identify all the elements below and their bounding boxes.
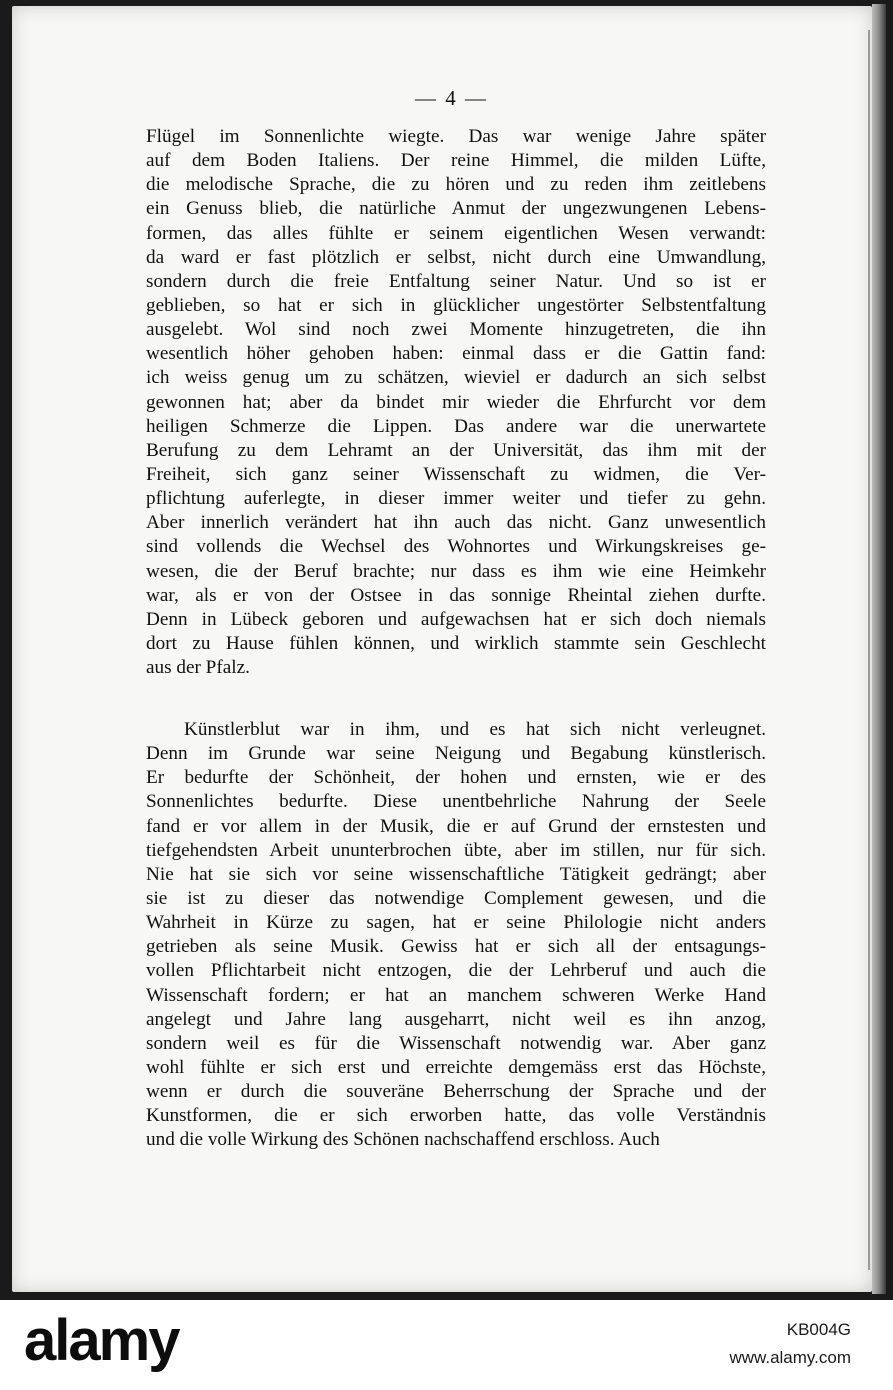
- text-line: und die volle Wirkung des Schönen nachschaffend erschloss. Auch: [146, 1129, 660, 1151]
- text-line: Wissenschaft fordern; er hat an manchem schweren Werke Hand: [146, 984, 766, 1006]
- text-line: Denn in Lübeck geboren und aufgewachsen hat er sich doch niemals: [146, 608, 766, 630]
- text-line: formen, das alles fühlte er seinem eigentlichen Wesen verwandt:: [146, 222, 766, 244]
- text-line: Flügel im Sonnenlichte wiegte. Das war wenige Jahre später: [146, 126, 766, 147]
- text-line: ausgelebt. Wol sind noch zwei Momente hinzugetreten, die ihn: [146, 319, 766, 341]
- text-line: war, als er von der Ostsee in das sonnige Rheintal ziehen durfte.: [146, 584, 766, 606]
- text-line: tiefgehendsten Arbeit ununterbrochen übte, aber im stillen, nur für sich.: [146, 839, 766, 861]
- text-line: dort zu Hause fühlen können, und wirklich stammte sein Geschlecht: [146, 632, 766, 654]
- text-line: getrieben als seine Musik. Gewiss hat er sich all der entsagungs-: [146, 936, 766, 958]
- text-line: heiligen Schmerze die Lippen. Das andere war die unerwartete: [146, 415, 766, 437]
- text-line: geblieben, so hat er sich in glücklicher ungestörter Selbstentfaltung: [146, 294, 766, 316]
- text-line: ich weiss genug um zu schätzen, wieviel er dadurch an sich selbst: [146, 367, 766, 389]
- text-line: angelegt und Jahre lang ausgeharrt, nicht weil es ihn anzog,: [146, 1008, 766, 1030]
- paragraph-2: [146, 718, 766, 1153]
- text-line: aus der Pfalz.: [146, 657, 250, 679]
- text-line: Wahrheit in Kürze zu sagen, hat er seine Philologie nicht anders: [146, 912, 766, 934]
- text-line: wesentlich höher gehoben haben: einmal dass er die Gattin fand:: [146, 343, 766, 365]
- text-line: ein Genuss blieb, die natürliche Anmut der ungezwungenen Lebens-: [146, 198, 766, 220]
- text-line: Aber innerlich verändert hat ihn auch das nicht. Ganz unwesentlich: [146, 512, 766, 534]
- text-line: die melodische Sprache, die zu hören und zu reden ihm zeitlebens: [146, 174, 766, 196]
- text-line: Kunstformen, die er sich erworben hatte, das volle Verständnis: [146, 1105, 766, 1127]
- text-line: sondern durch die freie Entfaltung seiner Natur. Und so ist er: [146, 270, 766, 292]
- text-line: fand er vor allem in der Musik, die er auf Grund der ernstesten und: [146, 815, 766, 837]
- text-line: wesen, die der Beruf brachte; nur dass es ihm wie eine Heimkehr: [146, 560, 766, 582]
- text-line: gewonnen hat; aber da bindet mir wieder die Ehrfurcht vor dem: [146, 391, 766, 413]
- text-line: da ward er fast plötzlich er selbst, nicht durch eine Umwandlung,: [146, 246, 766, 268]
- text-line: Er bedurfte der Schönheit, der hohen und ernsten, wie er des: [146, 767, 766, 789]
- text-line: wohl fühlte er sich erst und erreichte demgemäss erst das Höchste,: [146, 1056, 766, 1078]
- text-line: Künstlerblut war in ihm, und es hat sich nicht verleugnet.: [184, 719, 766, 740]
- page-number: — 4 —: [415, 86, 488, 110]
- text-line: Nie hat sie sich vor seine wissenschaftliche Tätigkeit gedrängt; aber: [146, 863, 766, 885]
- text-line: pflichtung auferlegte, in dieser immer weiter und tiefer zu gehn.: [146, 488, 766, 510]
- alamy-logo: alamy: [24, 1308, 179, 1373]
- text-line: vollen Pflichtarbeit nicht entzogen, die der Lehrberuf und auch die: [146, 960, 766, 982]
- text-line: Freiheit, sich ganz seiner Wissenschaft zu widmen, die Ver-: [146, 463, 766, 485]
- paragraph-1: [146, 125, 766, 680]
- site-url: www.alamy.com: [729, 1348, 851, 1367]
- text-line: Denn im Grunde war seine Neigung und Begabung künstlerisch.: [146, 743, 766, 765]
- image-id: KB004G: [786, 1320, 851, 1339]
- text-line: auf dem Boden Italiens. Der reine Himmel, die milden Lüfte,: [146, 150, 766, 172]
- text-line: sondern weil es für die Wissenschaft notwendig war. Aber ganz: [146, 1032, 766, 1054]
- text-line: Sonnenlichtes bedurfte. Diese unentbehrliche Nahrung der Seele: [146, 791, 766, 813]
- text-line: sind vollends die Wechsel des Wohnortes und Wirkungskreises ge-: [146, 536, 766, 558]
- binding-edge: [872, 4, 886, 1294]
- text-line: Berufung zu dem Lehramt an der Universität, das ihm mit der: [146, 439, 766, 461]
- text-line: sie ist zu dieser das notwendige Complement gewesen, und die: [146, 887, 766, 909]
- page-edge-line: [868, 30, 870, 1270]
- text-line: wenn er durch die souveräne Beherrschung der Sprache und der: [146, 1081, 766, 1103]
